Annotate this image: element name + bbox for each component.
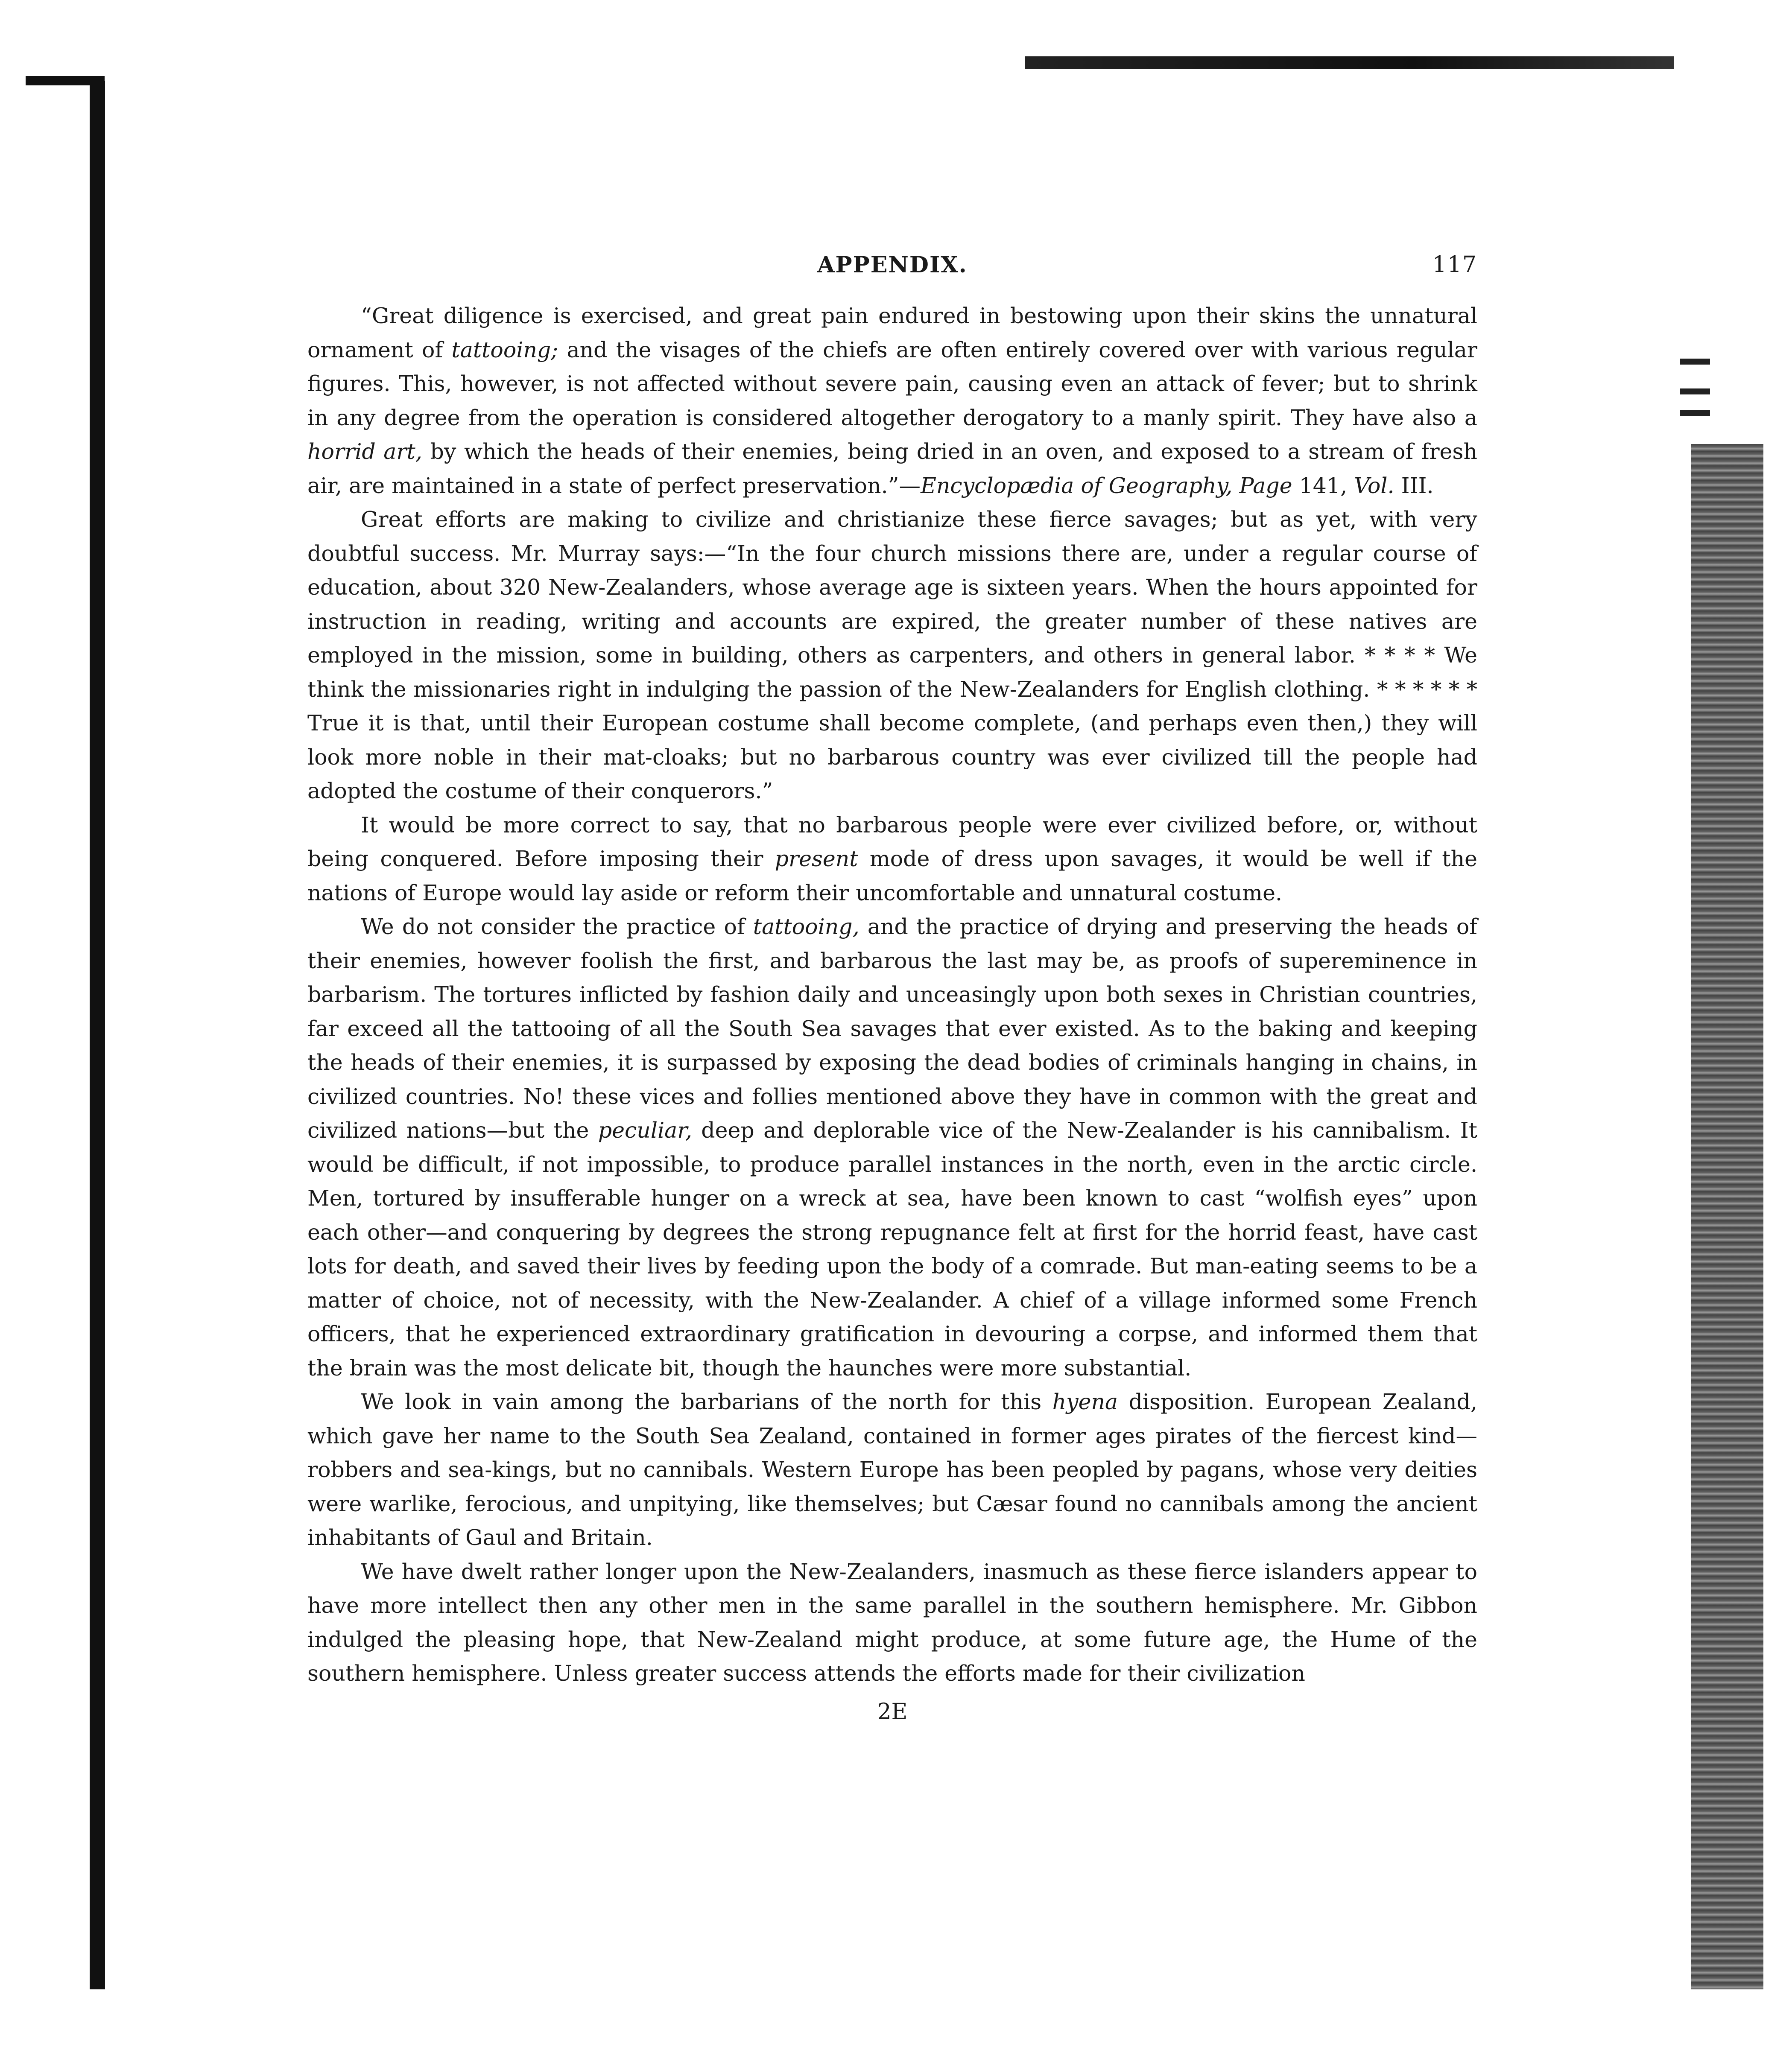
italic-text: Vol. <box>1354 473 1394 498</box>
text-run: “Great diligence is exercised, and great pain endured in bestowing upon their skins the unnatural ornament of <box>307 303 1477 362</box>
italic-text: hyena <box>1052 1389 1118 1414</box>
paragraph <box>307 502 1477 808</box>
paragraph <box>307 299 1477 502</box>
italic-text: horrid art, <box>307 439 422 464</box>
running-head <box>307 252 1477 286</box>
text-run: Great efforts are making to civilize and christianize these fierce savages; but as yet, with very doubtful success. Mr. Murray says:—“In the four church missions there are, under a regular course of education, about 320 New-Zealanders, whose average age is sixteen years. When the hours appointed for instruction in reading, writing and accounts are expired, the greater number of these natives are employed in the mission, some in building, others as carpenters, and others in general labor. * * * * We think the missionaries right in indulging the passion of the New-Zealanders for English clothing. * * * * * * True it is that, until their European costume shall become complete, (and perhaps even then,) they will look more noble in their mat-cloaks; but no barbarous country was ever civilized till the people had adopted the costume of their conquerors.” <box>307 507 1477 803</box>
text-run: It would be more correct to say, that no barbarous people were ever civilized before, or, without being conquered. Before imposing their <box>307 812 1477 871</box>
italic-text: present <box>775 846 858 871</box>
text-run: and the visages of the chiefs are often entirely covered over with various regular figures. This, however, is not affected without severe pain, causing even an attack of fever; but to shrink in any degree from the operation is considered altogether derogatory to a manly spirit. They have also a <box>307 337 1477 430</box>
scan-edge-mark <box>1680 388 1710 394</box>
text-run: by which the heads of their enemies, being dried in an oven, and exposed to a stream of fresh air, are maintained in a state of perfect preservation.”— <box>307 439 1477 498</box>
italic-text: tattooing, <box>753 914 859 939</box>
body-text <box>307 299 1477 1691</box>
scan-binding-shadow-left <box>90 81 105 1989</box>
text-run: 141, <box>1292 473 1354 498</box>
paragraph <box>307 1385 1477 1555</box>
text-run: III. <box>1394 473 1434 498</box>
paragraph <box>307 808 1477 910</box>
paragraph <box>307 1555 1477 1691</box>
text-run: We do not consider the practice of <box>361 914 753 939</box>
text-run: and the practice of drying and preserving the heads of their enemies, however foolish the first, and barbarous the last may be, as proofs of supereminence in barbarism. The tortures inflicted by fashion daily and unceasingly upon both sexes in Christian countries, far exceed all the tattooing of all the South Sea savages that ever existed. As to the baking and keeping the heads of their enemies, it is surpassed by exposing the dead bodies of criminals hanging in chains, in civilized countries. No! these vices and follies mentioned above they have in common with the great and civilized nations—but the <box>307 914 1477 1143</box>
page-number: 117 <box>1432 252 1477 277</box>
scan-edge-shadow-top <box>1025 56 1674 69</box>
text-run: disposition. European Zealand, which gave her name to the South Sea Zealand, contained in former ages pirates of the fiercest kind—robbers and sea-kings, but no cannibals. Western Europe has been peopled by pagans, whose very deities were warlike, ferocious, and unpitying, like themselves; but Cæsar found no cannibals among the ancient inhabitants of Gaul and Britain. <box>307 1389 1477 1550</box>
italic-text: peculiar, <box>598 1118 692 1143</box>
italic-text: Encyclopædia of Geography, Page <box>920 473 1292 498</box>
scan-edge-mark <box>1680 359 1710 365</box>
italic-text: tattooing; <box>451 337 558 362</box>
running-title: APPENDIX. <box>817 252 968 278</box>
scan-edge-shadow-right <box>1691 444 1763 1989</box>
text-run: We look in vain among the barbarians of the north for this <box>361 1389 1052 1414</box>
book-page <box>307 252 1477 1725</box>
text-run: mode of dress upon savages, it would be well if the nations of Europe would lay aside or reform their uncomfortable and unnatural costume. <box>307 846 1477 905</box>
signature-mark: 2E <box>877 1699 908 1725</box>
paragraph <box>307 910 1477 1385</box>
text-run: deep and deplorable vice of the New-Zealander is his cannibalism. It would be difficult, if not impossible, to produce parallel instances in the north, even in the arctic circle. Men, tortured by insufferable hunger on a wreck at sea, have been known to cast “wolfish eyes” upon each other—and conquering by degrees the strong repugnance felt at first for the horrid feast, have cast lots for death, and saved their lives by feeding upon the body of a comrade. But man-eating seems to be a matter of choice, not of necessity, with the New-Zealander. A chief of a village informed some French officers, that he experienced extraordinary gratification in devouring a corpse, and informed them that the brain was the most delicate bit, though the haunches were more substantial. <box>307 1118 1477 1381</box>
text-run: We have dwelt rather longer upon the New-Zealanders, inasmuch as these fierce islanders appear to have more intellect then any other men in the same parallel in the southern hemisphere. Mr. Gibbon indulged the pleasing hope, that New-Zealand might produce, at some future age, the Hume of the southern hemisphere. Unless greater success attends the efforts made for their civilization <box>307 1559 1477 1686</box>
scan-edge-mark <box>1680 410 1710 416</box>
